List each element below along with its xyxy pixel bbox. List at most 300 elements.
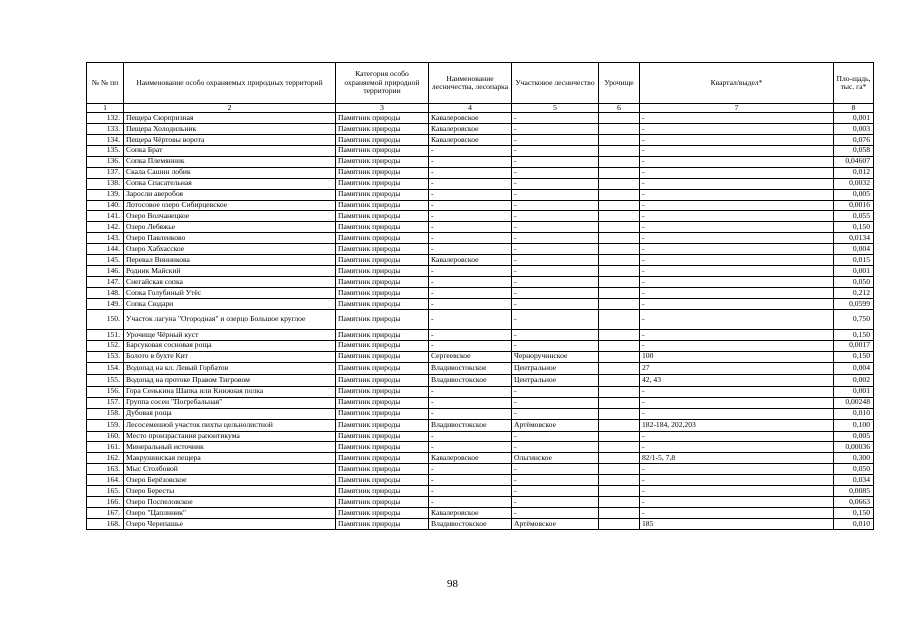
area-category: Памятник природы: [336, 266, 429, 277]
table-row: [87, 442, 874, 453]
tract: [599, 211, 640, 222]
district-forestry: -: [512, 497, 599, 508]
row-number: 164.: [87, 475, 124, 486]
area-category: Памятник природы: [336, 397, 429, 408]
table-row: [87, 277, 874, 288]
forestry-name: -: [429, 178, 512, 189]
area-category: Памятник природы: [336, 340, 429, 351]
area-category: Памятник природы: [336, 244, 429, 255]
district-forestry: Артёмовское: [512, 519, 599, 530]
area-category: Памятник природы: [336, 200, 429, 211]
row-number: 156.: [87, 386, 124, 397]
table-row: [87, 309, 874, 329]
table-row: [87, 340, 874, 351]
table-row: [87, 211, 874, 222]
row-number: 132.: [87, 113, 124, 124]
tract: [599, 134, 640, 145]
forestry-name: -: [429, 340, 512, 351]
district-forestry: Черноручинское: [512, 351, 599, 362]
row-number: 144.: [87, 244, 124, 255]
tract: [599, 508, 640, 519]
row-number: 141.: [87, 211, 124, 222]
quarter-section: 27: [640, 362, 834, 374]
area-category: Памятник природы: [336, 156, 429, 167]
area-category: Памятник природы: [336, 255, 429, 266]
area-size: 0,0134: [834, 233, 874, 244]
area-size: 0,002: [834, 374, 874, 386]
row-number: 145.: [87, 255, 124, 266]
table-row: [87, 298, 874, 309]
quarter-section: -: [640, 178, 834, 189]
area-name: Лотосовое озеро Сибирцевское: [124, 200, 336, 211]
row-number: 140.: [87, 200, 124, 211]
area-name: Гора Сенькина Шапка или Книжная полка: [124, 386, 336, 397]
area-size: 0,0599: [834, 298, 874, 309]
area-name: Пещера Чёртовы ворота: [124, 134, 336, 145]
table-row: [87, 156, 874, 167]
table-row: [87, 200, 874, 211]
forestry-name: -: [429, 464, 512, 475]
row-number: 161.: [87, 442, 124, 453]
district-forestry: -: [512, 167, 599, 178]
tract: [599, 255, 640, 266]
column-number: 7: [640, 104, 834, 113]
district-forestry: -: [512, 475, 599, 486]
tract: [599, 145, 640, 156]
forestry-name: -: [429, 475, 512, 486]
table-header: [87, 63, 874, 113]
district-forestry: -: [512, 255, 599, 266]
table-row: [87, 255, 874, 266]
table-row: [87, 189, 874, 200]
area-size: 0,058: [834, 145, 874, 156]
row-number: 166.: [87, 497, 124, 508]
row-number: 162.: [87, 453, 124, 464]
header-category: Категория особо охраняемой природной территории: [336, 63, 429, 104]
tract: [599, 497, 640, 508]
area-name: Родник Майский: [124, 266, 336, 277]
area-name: Озеро Лебяжье: [124, 222, 336, 233]
tract: [599, 386, 640, 397]
column-number: 6: [599, 104, 640, 113]
table-row: [87, 464, 874, 475]
area-name: Мыс Столбовой: [124, 464, 336, 475]
district-forestry: -: [512, 508, 599, 519]
district-forestry: -: [512, 123, 599, 134]
district-forestry: -: [512, 442, 599, 453]
area-name: Скала Сашин лобик: [124, 167, 336, 178]
district-forestry: -: [512, 340, 599, 351]
area-category: Памятник природы: [336, 167, 429, 178]
area-category: Памятник природы: [336, 329, 429, 340]
area-name: Снегайская сопка: [124, 277, 336, 288]
area-category: Памятник природы: [336, 519, 429, 530]
quarter-section: -: [640, 298, 834, 309]
tract: [599, 397, 640, 408]
area-size: 0,150: [834, 222, 874, 233]
area-name: Озеро Хабхасское: [124, 244, 336, 255]
area-name: Дубовая роща: [124, 408, 336, 419]
forestry-name: Владивостокское: [429, 519, 512, 530]
row-number: 158.: [87, 408, 124, 419]
row-number: 149.: [87, 298, 124, 309]
table-row: [87, 386, 874, 397]
district-forestry: -: [512, 113, 599, 124]
header-district-forestry: Участковое лесничество: [512, 63, 599, 104]
district-forestry: -: [512, 298, 599, 309]
area-size: 0,150: [834, 351, 874, 362]
district-forestry: -: [512, 145, 599, 156]
tract: [599, 408, 640, 419]
forestry-name: -: [429, 167, 512, 178]
area-name: Озеро Павленково: [124, 233, 336, 244]
area-name: Озеро Бересты: [124, 486, 336, 497]
area-name: Сопка Сюдари: [124, 298, 336, 309]
area-size: 0,0663: [834, 497, 874, 508]
area-size: 0,001: [834, 113, 874, 124]
tract: [599, 244, 640, 255]
quarter-section: 82/1-5, 7,8: [640, 453, 834, 464]
area-name: Участок лагуна "Огородная" и озерцо Большое круглое: [124, 309, 336, 329]
table-row: [87, 475, 874, 486]
area-name: Озеро Волчанецкое: [124, 211, 336, 222]
forestry-name: Владивостокское: [429, 419, 512, 431]
quarter-section: -: [640, 233, 834, 244]
forestry-name: -: [429, 386, 512, 397]
area-category: Памятник природы: [336, 508, 429, 519]
table-row: [87, 486, 874, 497]
tract: [599, 362, 640, 374]
district-forestry: -: [512, 486, 599, 497]
forestry-name: -: [429, 156, 512, 167]
area-category: Памятник природы: [336, 123, 429, 134]
quarter-section: -: [640, 475, 834, 486]
tract: [599, 431, 640, 442]
area-name: Озеро "Цаплиник": [124, 508, 336, 519]
quarter-section: -: [640, 134, 834, 145]
area-size: 0,150: [834, 329, 874, 340]
area-name: Сопка Спасательная: [124, 178, 336, 189]
area-size: 0,050: [834, 464, 874, 475]
area-category: Памятник природы: [336, 419, 429, 431]
tract: [599, 340, 640, 351]
area-size: 0,00248: [834, 397, 874, 408]
area-name: Сопка Брат: [124, 145, 336, 156]
area-size: 0,015: [834, 255, 874, 266]
row-number: 151.: [87, 329, 124, 340]
district-forestry: -: [512, 431, 599, 442]
tract: [599, 475, 640, 486]
quarter-section: -: [640, 266, 834, 277]
header-area: Пло-щадь, тыс. га*: [834, 63, 874, 104]
tract: [599, 374, 640, 386]
area-size: 0,300: [834, 453, 874, 464]
area-name: Водопад на кл. Левый Горбатов: [124, 362, 336, 374]
area-category: Памятник природы: [336, 211, 429, 222]
quarter-section: -: [640, 309, 834, 329]
forestry-name: -: [429, 233, 512, 244]
quarter-section: -: [640, 255, 834, 266]
forestry-name: Кавалеровское: [429, 134, 512, 145]
tract: [599, 167, 640, 178]
table-row: [87, 453, 874, 464]
area-size: 0,00036: [834, 442, 874, 453]
tract: [599, 298, 640, 309]
district-forestry: -: [512, 309, 599, 329]
quarter-section: 100: [640, 351, 834, 362]
area-size: 0,04607: [834, 156, 874, 167]
tract: [599, 464, 640, 475]
area-size: 0,001: [834, 266, 874, 277]
row-number: 159.: [87, 419, 124, 431]
column-number-row: [87, 104, 874, 113]
tract: [599, 277, 640, 288]
area-size: 0,212: [834, 288, 874, 299]
area-size: 0,004: [834, 244, 874, 255]
table-row: [87, 419, 874, 431]
district-forestry: -: [512, 244, 599, 255]
row-number: 136.: [87, 156, 124, 167]
area-name: Заросли аверобоя: [124, 189, 336, 200]
area-category: Памятник природы: [336, 134, 429, 145]
table-row: [87, 374, 874, 386]
column-number: 8: [834, 104, 874, 113]
row-number: 163.: [87, 464, 124, 475]
tract: [599, 266, 640, 277]
quarter-section: 42, 43: [640, 374, 834, 386]
district-forestry: -: [512, 329, 599, 340]
quarter-section: -: [640, 189, 834, 200]
row-number: 146.: [87, 266, 124, 277]
quarter-section: -: [640, 464, 834, 475]
row-number: 160.: [87, 431, 124, 442]
area-category: Памятник природы: [336, 374, 429, 386]
quarter-section: -: [640, 113, 834, 124]
row-number: 155.: [87, 374, 124, 386]
quarter-section: 185: [640, 519, 834, 530]
row-number: 153.: [87, 351, 124, 362]
area-category: Памятник природы: [336, 145, 429, 156]
table-row: [87, 178, 874, 189]
area-name: Сопка Голубиный Утёс: [124, 288, 336, 299]
forestry-name: Кавалеровское: [429, 508, 512, 519]
table-row: [87, 123, 874, 134]
forestry-name: -: [429, 277, 512, 288]
quarter-section: -: [640, 340, 834, 351]
area-category: Памятник природы: [336, 386, 429, 397]
area-name: Пещера Холодильник: [124, 123, 336, 134]
area-size: 0,0017: [834, 340, 874, 351]
quarter-section: -: [640, 329, 834, 340]
quarter-section: -: [640, 211, 834, 222]
area-size: 0,004: [834, 362, 874, 374]
tract: [599, 156, 640, 167]
row-number: 143.: [87, 233, 124, 244]
header-name: Наименование особо охраняемых природных территорий: [124, 63, 336, 104]
table-row: [87, 134, 874, 145]
quarter-section: -: [640, 442, 834, 453]
page-number: 98: [447, 578, 458, 590]
district-forestry: -: [512, 277, 599, 288]
area-size: 0,100: [834, 419, 874, 431]
district-forestry: Центральное: [512, 362, 599, 374]
area-size: 0,150: [834, 508, 874, 519]
area-category: Памятник природы: [336, 497, 429, 508]
district-forestry: -: [512, 408, 599, 419]
table-row: [87, 362, 874, 374]
area-name: Сопка Племянник: [124, 156, 336, 167]
area-name: Водопад на протоке Правом Тигровом: [124, 374, 336, 386]
forestry-name: Владивостокское: [429, 374, 512, 386]
forestry-name: Владивостокское: [429, 362, 512, 374]
tract: [599, 288, 640, 299]
forestry-name: -: [429, 266, 512, 277]
table-row: [87, 397, 874, 408]
table-row: [87, 222, 874, 233]
tract: [599, 233, 640, 244]
area-category: Памятник природы: [336, 362, 429, 374]
row-number: 157.: [87, 397, 124, 408]
row-number: 139.: [87, 189, 124, 200]
table-row: [87, 519, 874, 530]
tract: [599, 453, 640, 464]
tract: [599, 222, 640, 233]
forestry-name: -: [429, 309, 512, 329]
forestry-name: -: [429, 200, 512, 211]
forestry-name: -: [429, 189, 512, 200]
column-number: 2: [124, 104, 336, 113]
quarter-section: -: [640, 397, 834, 408]
quarter-section: -: [640, 244, 834, 255]
tract: [599, 442, 640, 453]
quarter-section: -: [640, 123, 834, 134]
district-forestry: Ольгинское: [512, 453, 599, 464]
table-row: [87, 244, 874, 255]
area-size: 0,0016: [834, 200, 874, 211]
quarter-section: -: [640, 508, 834, 519]
table-row: [87, 145, 874, 156]
quarter-section: -: [640, 167, 834, 178]
area-size: 0,005: [834, 189, 874, 200]
row-number: 168.: [87, 519, 124, 530]
table-row: [87, 266, 874, 277]
area-category: Памятник природы: [336, 309, 429, 329]
quarter-section: -: [640, 497, 834, 508]
district-forestry: -: [512, 386, 599, 397]
area-name: Пещера Сюрпризная: [124, 113, 336, 124]
quarter-section: 182-184, 202,203: [640, 419, 834, 431]
quarter-section: -: [640, 486, 834, 497]
area-category: Памятник природы: [336, 288, 429, 299]
row-number: 167.: [87, 508, 124, 519]
area-name: Барсуковая сосновая роща: [124, 340, 336, 351]
area-category: Памятник природы: [336, 408, 429, 419]
tract: [599, 329, 640, 340]
quarter-section: -: [640, 277, 834, 288]
area-category: Памятник природы: [336, 178, 429, 189]
forestry-name: -: [429, 298, 512, 309]
area-name: Урочище Чёрный куст: [124, 329, 336, 340]
forestry-name: -: [429, 497, 512, 508]
district-forestry: -: [512, 156, 599, 167]
forestry-name: -: [429, 145, 512, 156]
area-name: Группа сосен "Погребальная": [124, 397, 336, 408]
area-name: Болото в бухте Кит: [124, 351, 336, 362]
area-name: Минеральный источник: [124, 442, 336, 453]
quarter-section: -: [640, 408, 834, 419]
forestry-name: -: [429, 397, 512, 408]
column-number: 5: [512, 104, 599, 113]
area-size: 0,076: [834, 134, 874, 145]
area-category: Памятник природы: [336, 464, 429, 475]
area-size: 0,0032: [834, 178, 874, 189]
quarter-section: -: [640, 200, 834, 211]
forestry-name: -: [429, 329, 512, 340]
quarter-section: -: [640, 222, 834, 233]
table-row: [87, 351, 874, 362]
area-category: Памятник природы: [336, 233, 429, 244]
area-size: 0,010: [834, 408, 874, 419]
tract: [599, 419, 640, 431]
forestry-name: -: [429, 211, 512, 222]
row-number: 150.: [87, 309, 124, 329]
tract: [599, 351, 640, 362]
row-number: 165.: [87, 486, 124, 497]
district-forestry: -: [512, 211, 599, 222]
area-size: 0,001: [834, 386, 874, 397]
area-category: Памятник природы: [336, 351, 429, 362]
area-category: Памятник природы: [336, 222, 429, 233]
row-number: 134.: [87, 134, 124, 145]
table-row: [87, 431, 874, 442]
area-category: Памятник природы: [336, 453, 429, 464]
district-forestry: -: [512, 464, 599, 475]
area-category: Памятник природы: [336, 486, 429, 497]
quarter-section: -: [640, 288, 834, 299]
forestry-name: -: [429, 431, 512, 442]
forestry-name: -: [429, 408, 512, 419]
table-row: [87, 113, 874, 124]
district-forestry: -: [512, 288, 599, 299]
table-row: [87, 329, 874, 340]
district-forestry: -: [512, 266, 599, 277]
forestry-name: Сергеевское: [429, 351, 512, 362]
table-row: [87, 288, 874, 299]
column-number: 4: [429, 104, 512, 113]
area-size: 0,050: [834, 277, 874, 288]
tract: [599, 123, 640, 134]
header-row: [87, 63, 874, 104]
header-number: № № пп: [87, 63, 124, 104]
district-forestry: -: [512, 222, 599, 233]
tract: [599, 189, 640, 200]
table-row: [87, 167, 874, 178]
quarter-section: -: [640, 145, 834, 156]
column-number: 3: [336, 104, 429, 113]
area-size: 0,012: [834, 167, 874, 178]
district-forestry: Артёмовское: [512, 419, 599, 431]
protected-areas-table: [86, 62, 874, 530]
area-category: Памятник природы: [336, 442, 429, 453]
table-row: [87, 508, 874, 519]
quarter-section: -: [640, 156, 834, 167]
document-sheet: [86, 62, 873, 530]
area-name: Макрушинская пещера: [124, 453, 336, 464]
area-size: 0,003: [834, 123, 874, 134]
area-size: 0,005: [834, 431, 874, 442]
column-number: 1: [87, 104, 124, 113]
area-size: 0,010: [834, 519, 874, 530]
